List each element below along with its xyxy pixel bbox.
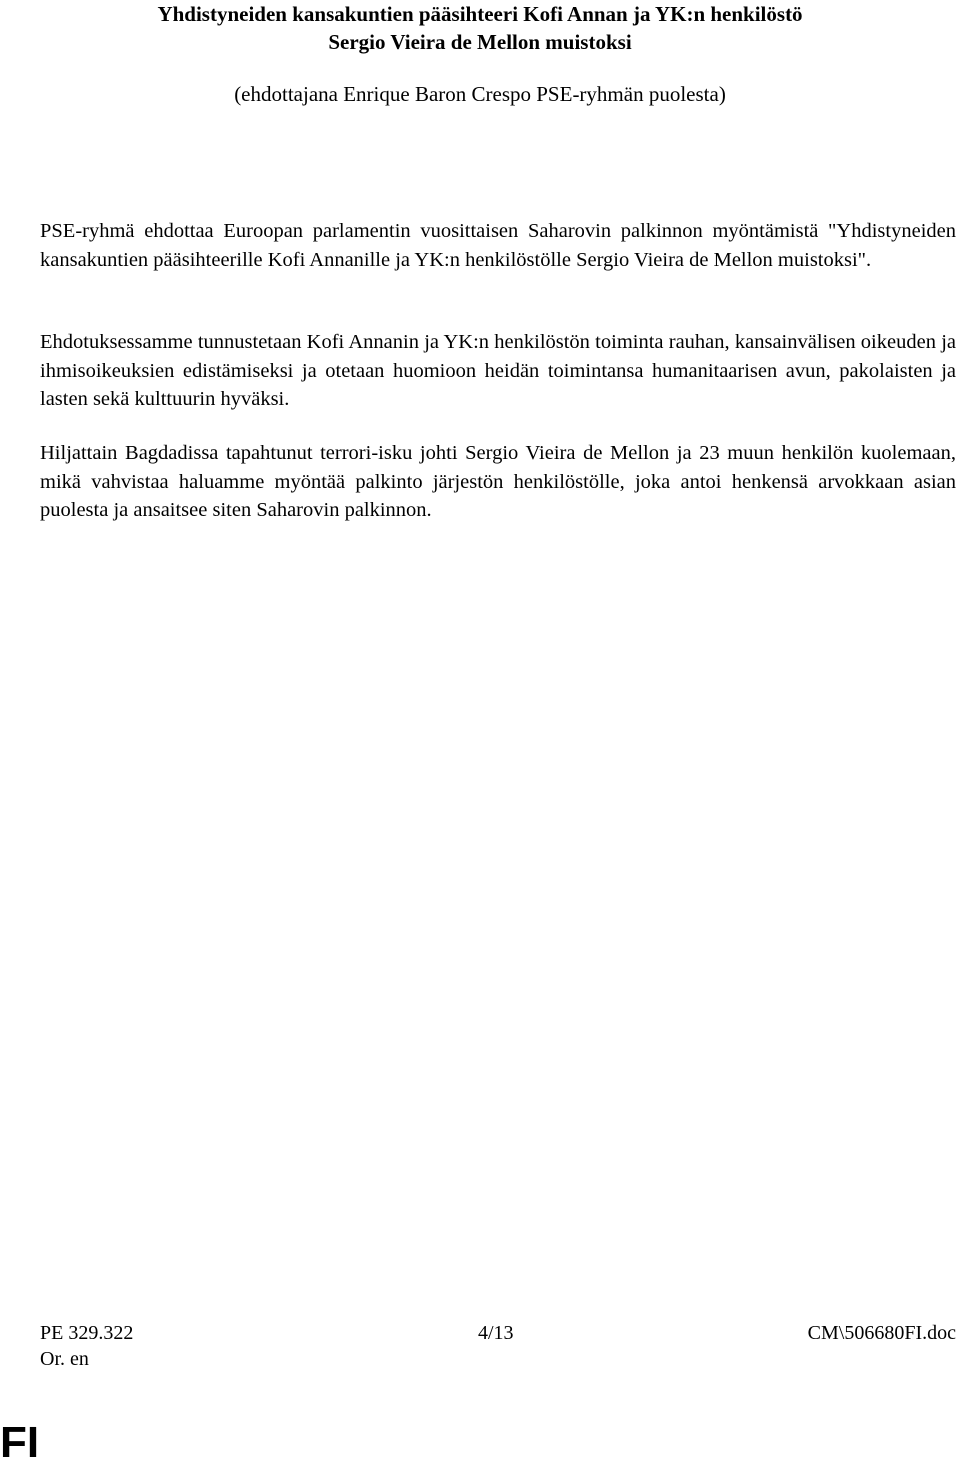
paragraph-2: Ehdotuksessamme tunnustetaan Kofi Annanin ja YK:n henkilöstön toiminta rauhan, kansainvälisen oikeuden ja ihmisoikeuksien edistämiseksi ja otetaan huomioon heidän toimintansa humanitaarisen avun, pakolaisten ja lasten sekä kulttuurin hyväksi.	[40, 331, 956, 411]
paragraph-1: PSE-ryhmä ehdottaa Euroopan parlamentin vuosittaisen Saharovin palkinnon myöntämistä "Yhdistyneiden kansakuntien pääsihteerille Kofi Annanille ja YK:n henkilöstölle Sergio Vieira de Mellon muistoksi".	[40, 220, 956, 271]
footer-original-language: Or. en	[40, 1348, 89, 1370]
footer-reference: PE 329.322	[40, 1322, 134, 1344]
footer-doc-id: CM\506680FI.doc	[807, 1322, 956, 1344]
document-title-line-1: Yhdistyneiden kansakuntien pääsihteeri Kofi Annan ja YK:n henkilöstö	[157, 2, 803, 26]
language-code: FI	[0, 1418, 40, 1467]
document-title-line-2: Sergio Vieira de Mellon muistoksi	[328, 30, 632, 54]
footer-page-number: 4/13	[478, 1322, 514, 1344]
document-subtitle: (ehdottajana Enrique Baron Crespo PSE-ryhmän puolesta)	[234, 82, 726, 106]
paragraph-3: Hiljattain Bagdadissa tapahtunut terrori-isku johti Sergio Vieira de Mellon ja 23 muun henkilön kuolemaan, mikä vahvistaa haluamme myöntää palkinto järjestön henkilöstölle, joka antoi henkensä arvokkaan asian puolesta ja ansaitsee siten Saharovin palkinnon.	[40, 442, 956, 522]
